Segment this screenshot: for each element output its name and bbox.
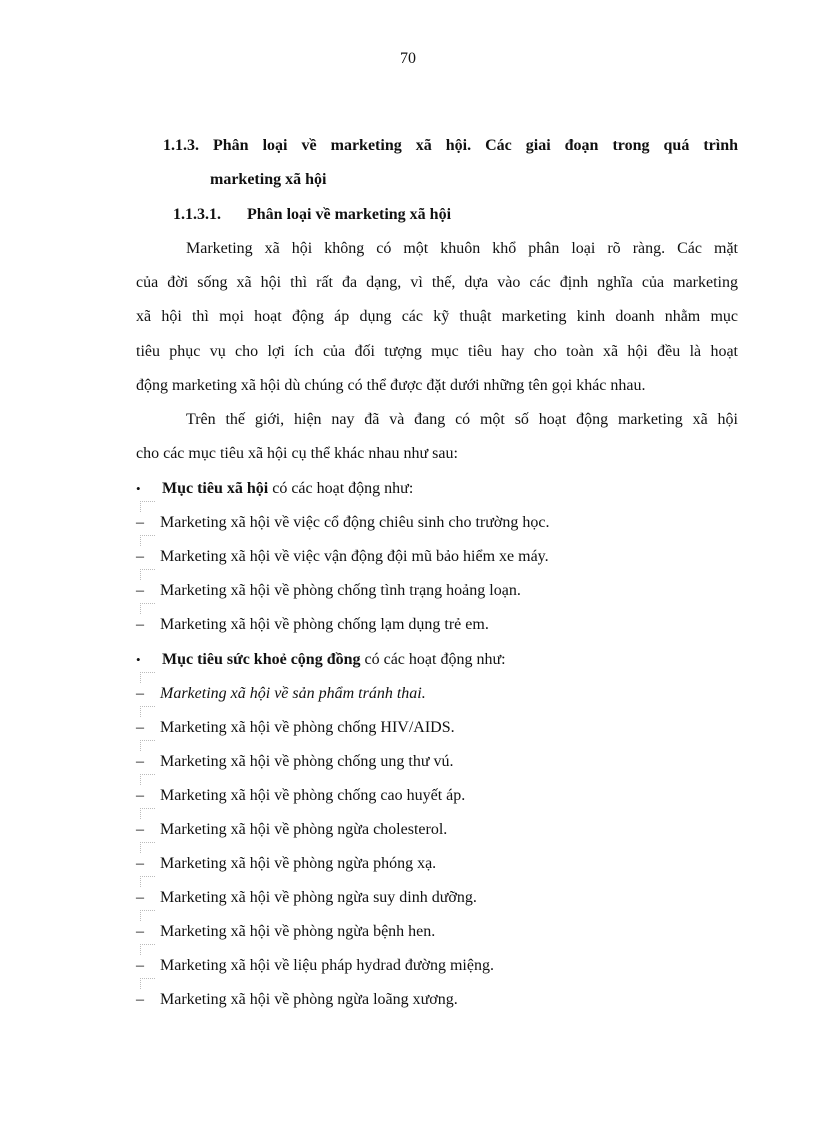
list-item	[136, 923, 435, 941]
list-item-text: Marketing xã hội về liệu pháp hydrad đường miệng.	[160, 957, 494, 974]
page-number: 70	[400, 50, 416, 67]
list-item	[136, 616, 489, 634]
paragraph-line: của đời sống xã hội thì rất đa dạng, vì thế, dựa vào các định nghĩa của marketing	[136, 274, 738, 291]
dash-icon: –	[136, 514, 160, 532]
subsection-heading	[173, 206, 451, 224]
list-item-text: Marketing xã hội về sản phẩm tránh thai.	[160, 685, 426, 702]
list-item-text: Marketing xã hội về phòng chống tình trạng hoảng loạn.	[160, 582, 521, 599]
bullet-title: Mục tiêu sức khoẻ cộng đồng	[162, 651, 361, 668]
paragraph-line: động marketing xã hội dù chúng có thể được đặt dưới những tên gọi khác nhau.	[136, 377, 646, 394]
list-item	[136, 889, 477, 907]
list-item-text: Marketing xã hội về việc vận động đội mũ bảo hiểm xe máy.	[160, 548, 549, 565]
dash-icon: –	[136, 753, 160, 771]
list-item	[136, 957, 494, 975]
list-item-text: Marketing xã hội về phòng ngừa loãng xương.	[160, 991, 458, 1008]
bullet-heading-social	[136, 480, 413, 498]
dash-icon: –	[136, 582, 160, 600]
list-item-text: Marketing xã hội về phòng ngừa phóng xạ.	[160, 855, 437, 872]
list-item-text: Marketing xã hội về phòng chống ung thư vú.	[160, 753, 454, 770]
paragraph-line: tiêu phục vụ cho lợi ích của đối tượng mục tiêu hay cho toàn xã hội đều là hoạt	[136, 343, 738, 360]
paragraph-line: Trên thế giới, hiện nay đã và đang có một số hoạt động marketing xã hội	[186, 411, 738, 428]
bullet-title: Mục tiêu xã hội	[162, 480, 269, 497]
list-item-text: Marketing xã hội về phòng ngừa cholesterol.	[160, 821, 448, 838]
paragraph-line: Marketing xã hội không có một khuôn khổ phân loại rõ ràng. Các mặt	[186, 240, 738, 257]
bullet-icon: •	[136, 481, 141, 496]
paragraph-line: cho các mục tiêu xã hội cụ thể khác nhau như sau:	[136, 445, 458, 462]
list-item	[136, 582, 521, 600]
list-item	[136, 548, 549, 566]
list-item-text: Marketing xã hội về phòng chống lạm dụng trẻ em.	[160, 616, 489, 633]
list-item	[136, 753, 454, 771]
dash-icon: –	[136, 685, 160, 703]
dash-icon: –	[136, 616, 160, 634]
bullet-suffix: có các hoạt động như:	[360, 651, 506, 668]
paragraph-line: xã hội thì mọi hoạt động áp dụng các kỹ thuật marketing kinh doanh nhằm mục	[136, 308, 738, 325]
subsection-number: 1.1.3.1.	[173, 206, 221, 223]
dash-icon: –	[136, 889, 160, 907]
list-item-text: Marketing xã hội về việc cổ động chiêu sinh cho trường học.	[160, 514, 550, 531]
dash-icon: –	[136, 991, 160, 1009]
bullet-heading-health	[136, 651, 506, 669]
list-item	[136, 719, 455, 737]
dash-icon: –	[136, 719, 160, 737]
dash-icon: –	[136, 923, 160, 941]
list-item	[136, 821, 447, 839]
list-item	[136, 855, 436, 873]
dash-icon: –	[136, 787, 160, 805]
subsection-title: Phân loại về marketing xã hội	[247, 206, 452, 223]
dash-icon: –	[136, 855, 160, 873]
list-item-text: Marketing xã hội về phòng chống HIV/AIDS.	[160, 719, 455, 736]
list-item-text: Marketing xã hội về phòng ngừa suy dinh dưỡng.	[160, 889, 477, 906]
section-heading-line-2: marketing xã hội	[210, 171, 327, 188]
list-item	[136, 991, 458, 1009]
list-item-text: Marketing xã hội về phòng ngừa bệnh hen.	[160, 923, 436, 940]
bullet-icon: •	[136, 652, 141, 667]
dash-icon: –	[136, 821, 160, 839]
dash-icon: –	[136, 957, 160, 975]
section-heading-line-1: 1.1.3. Phân loại về marketing xã hội. Các giai đoạn trong quá trình	[163, 137, 738, 154]
list-item	[136, 685, 426, 703]
bullet-suffix: có các hoạt động như:	[268, 480, 414, 497]
list-item	[136, 514, 549, 532]
dash-icon: –	[136, 548, 160, 566]
list-item	[136, 787, 465, 805]
list-item-text: Marketing xã hội về phòng chống cao huyết áp.	[160, 787, 466, 804]
